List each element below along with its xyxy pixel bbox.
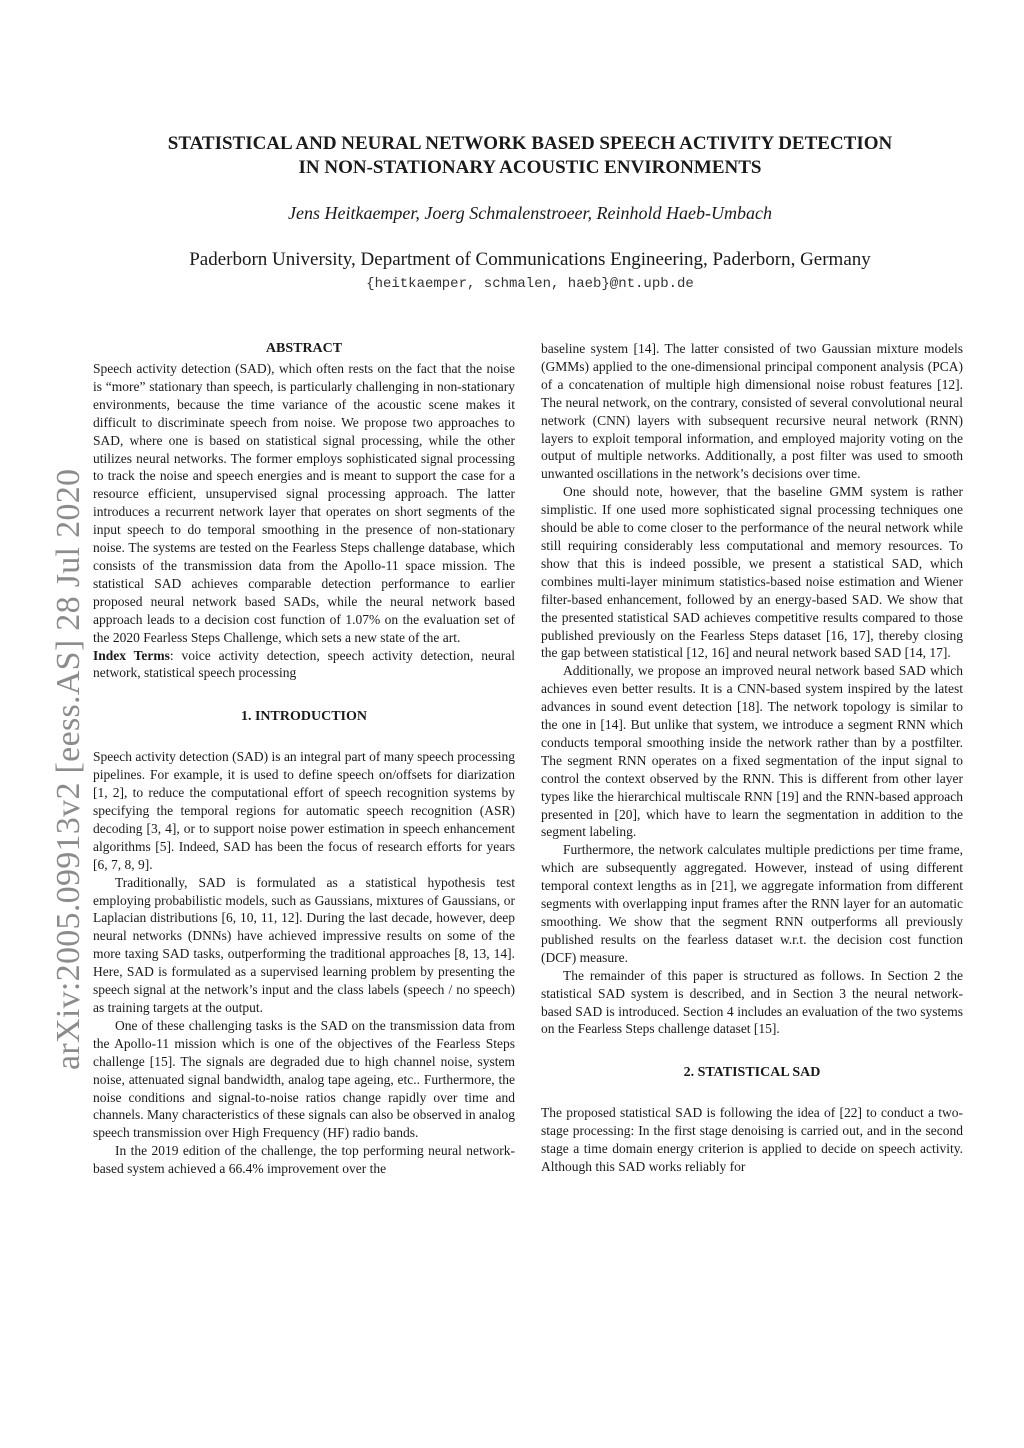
introduction-heading: 1. INTRODUCTION — [240, 709, 367, 725]
author-emails: {heitkaemper, schmalen, haeb}@nt.upb.de — [366, 276, 694, 292]
section-2-paragraph: The proposed statistical SAD is following the idea of [22] to conduct a two-stage processing: In the first stage denoising is carried out, and in the second stage a time domain energy criterion is applied to decide on speech activity. Although this SAD works reliably for — [541, 1105, 963, 1175]
left-column — [93, 340, 515, 1178]
right-column — [541, 340, 963, 1176]
body-paragraph: One should note, however, that the baseline GMM system is rather simplistic. If one used more sophisticated signal processing techniques one should be able to come closer to the performance of the neural network while still requiring considerably less computational and memory resources. To show that this is indeed possible, we present a statistical SAD, which combines multi-layer minimum statistics-based noise estimation and Wiener filter-based enhancement, followed by an energy-based SAD. We show that the presented statistical SAD achieves competitive results compared to those published previously on the Fearless Steps dataset [16, 17], thereby closing the gap between statistical [12, 16] and neural network based SAD [14, 17]. — [541, 484, 963, 661]
intro-paragraph: Speech activity detection (SAD) is an integral part of many speech processing pipelines. For example, it is used to define speech on/offsets for diarization [1, 2], to reduce the computational effort of speech recognition systems by specifying the temporal regions for automatic speech recognition (ASR) decoding [3, 4], or to support noise power estimation in speech enhancement algorithms [5]. Indeed, SAD has been the focus of research efforts for years [6, 7, 8, 9]. — [93, 749, 515, 872]
intro-paragraph: Traditionally, SAD is formulated as a statistical hypothesis test employing probabilistic models, such as Gaussians, mixtures of Gaussians, or Laplacian distributions [6, 10, 11, 12]. During the last decade, however, deep neural networks (DNNs) have achieved impressive results on some of the more taxing SAD tasks, outperforming the traditional approaches [8, 13, 14]. Here, SAD is formulated as a supervised learning problem by presenting the speech signal at the network’s input and the class labels (speech / no speech) as training targets at the output. — [93, 874, 515, 1015]
index-terms-label: Index Terms — [93, 647, 170, 663]
title-line-2: IN NON-STATIONARY ACOUSTIC ENVIRONMENTS — [298, 157, 762, 178]
affiliation: Paderborn University, Department of Communications Engineering, Paderborn, Germany — [189, 249, 871, 270]
intro-paragraph: In the 2019 edition of the challenge, the top performing neural network-based system achieved a 66.4% improvement over the — [93, 1143, 515, 1177]
intro-paragraph: One of these challenging tasks is the SAD on the transmission data from the Apollo-11 mission which is one of the objectives of the Fearless Steps challenge [15]. The signals are degraded due to high channel noise, system noise, attenuated signal bandwidth, analog tape ageing, etc.. Furthermore, the noise conditions and signal-to-noise ratios change rapidly over time and channels. Many characteristics of these signals can also be observed in analog speech transmission over High Frequency (HF) radio bands. — [93, 1017, 515, 1141]
index-terms-text: : voice activity detection, speech activity detection, neural network, statistical speech processing — [93, 647, 515, 681]
title-line-1: STATISTICAL AND NEURAL NETWORK BASED SPEECH ACTIVITY DETECTION — [167, 133, 893, 154]
body-paragraph: baseline system [14]. The latter consisted of two Gaussian mixture models (GMMs) applied to the one-dimensional principal component analysis (PCA) of a concatenation of multiple high dimensional noise robust features [12]. The neural network, on the contrary, consisted of several convolutional neural network (CNN) layers with subsequent recursive neural network (RNN) layers to exploit temporal information, and employed majority voting on the output of multiple networks. Additionally, a post filter was used to smooth unwanted oscillations in the network’s decisions over time. — [541, 341, 963, 482]
abstract-text: Speech activity detection (SAD), which often rests on the fact that the noise is “more” stationary than speech, is particularly challenging in non-stationary environments, because the time variance of the acoustic scene makes it difficult to discriminate speech from noise. We propose two approaches to SAD, where one is based on statistical signal processing, while the other utilizes neural networks. The former employs sophisticated signal processing to track the noise and speech energies and is meant to support the case for a resource efficient, unsupervised signal processing approach. The latter introduces a recurrent network layer that operates on short segments of the input speech to do temporal smoothing in the presence of non-stationary noise. The systems are tested on the Fearless Steps challenge database, which consists of the transmission data from the Apollo-11 space mission. The statistical SAD achieves comparable detection performance to earlier proposed neural network based SADs, while the neural network based approach leads to a decision cost function of 1.07% on the evaluation set of the 2020 Fearless Steps Challenge, which sets a new state of the art. — [93, 361, 515, 645]
author-list: Jens Heitkaemper, Joerg Schmalenstroeer, Reinhold Haeb-Umbach — [287, 203, 773, 223]
body-paragraph: Additionally, we propose an improved neural network based SAD which achieves even better results. It is a CNN-based system inspired by the latest advances in sound event detection [18]. The network topology is similar to the one in [14]. But unlike that system, we introduce a segment RNN which conducts temporal smoothing inside the network rather than by a postfilter. The segment RNN operates on a fixed segmentation of the input signal to control the context observed by the RNN. This is different from other layer types like the hierarchical multiscale RNN [19] and the RNN-based approach presented in [20], which have to learn the segmentation in addition to the segment labeling. — [541, 663, 963, 840]
body-paragraph: Furthermore, the network calculates multiple predictions per time frame, which are subsequently aggregated. However, instead of using different temporal context lengths as in [21], we aggregate information from different segments with overlapping input frames after the RNN layer for an automatic smoothing. We show that the segment RNN outperforms all previously published results on the fearless dataset w.r.t. the decision cost function (DCF) measure. — [541, 842, 963, 965]
body-paragraph: The remainder of this paper is structured as follows. In Section 2 the statistical SAD system is described, and in Section 3 the neural network-based SAD is introduced. Section 4 includes an evaluation of the two systems on the Fearless Steps challenge dataset [15]. — [541, 967, 963, 1037]
index-terms — [93, 647, 515, 683]
section-2-heading: 2. STATISTICAL SAD — [683, 1065, 821, 1081]
paper-title — [100, 132, 960, 180]
arxiv-identifier: arXiv:2005.09913v2 [eess.AS] 28 Jul 2020 — [50, 468, 87, 1070]
abstract-heading: ABSTRACT — [265, 341, 343, 356]
